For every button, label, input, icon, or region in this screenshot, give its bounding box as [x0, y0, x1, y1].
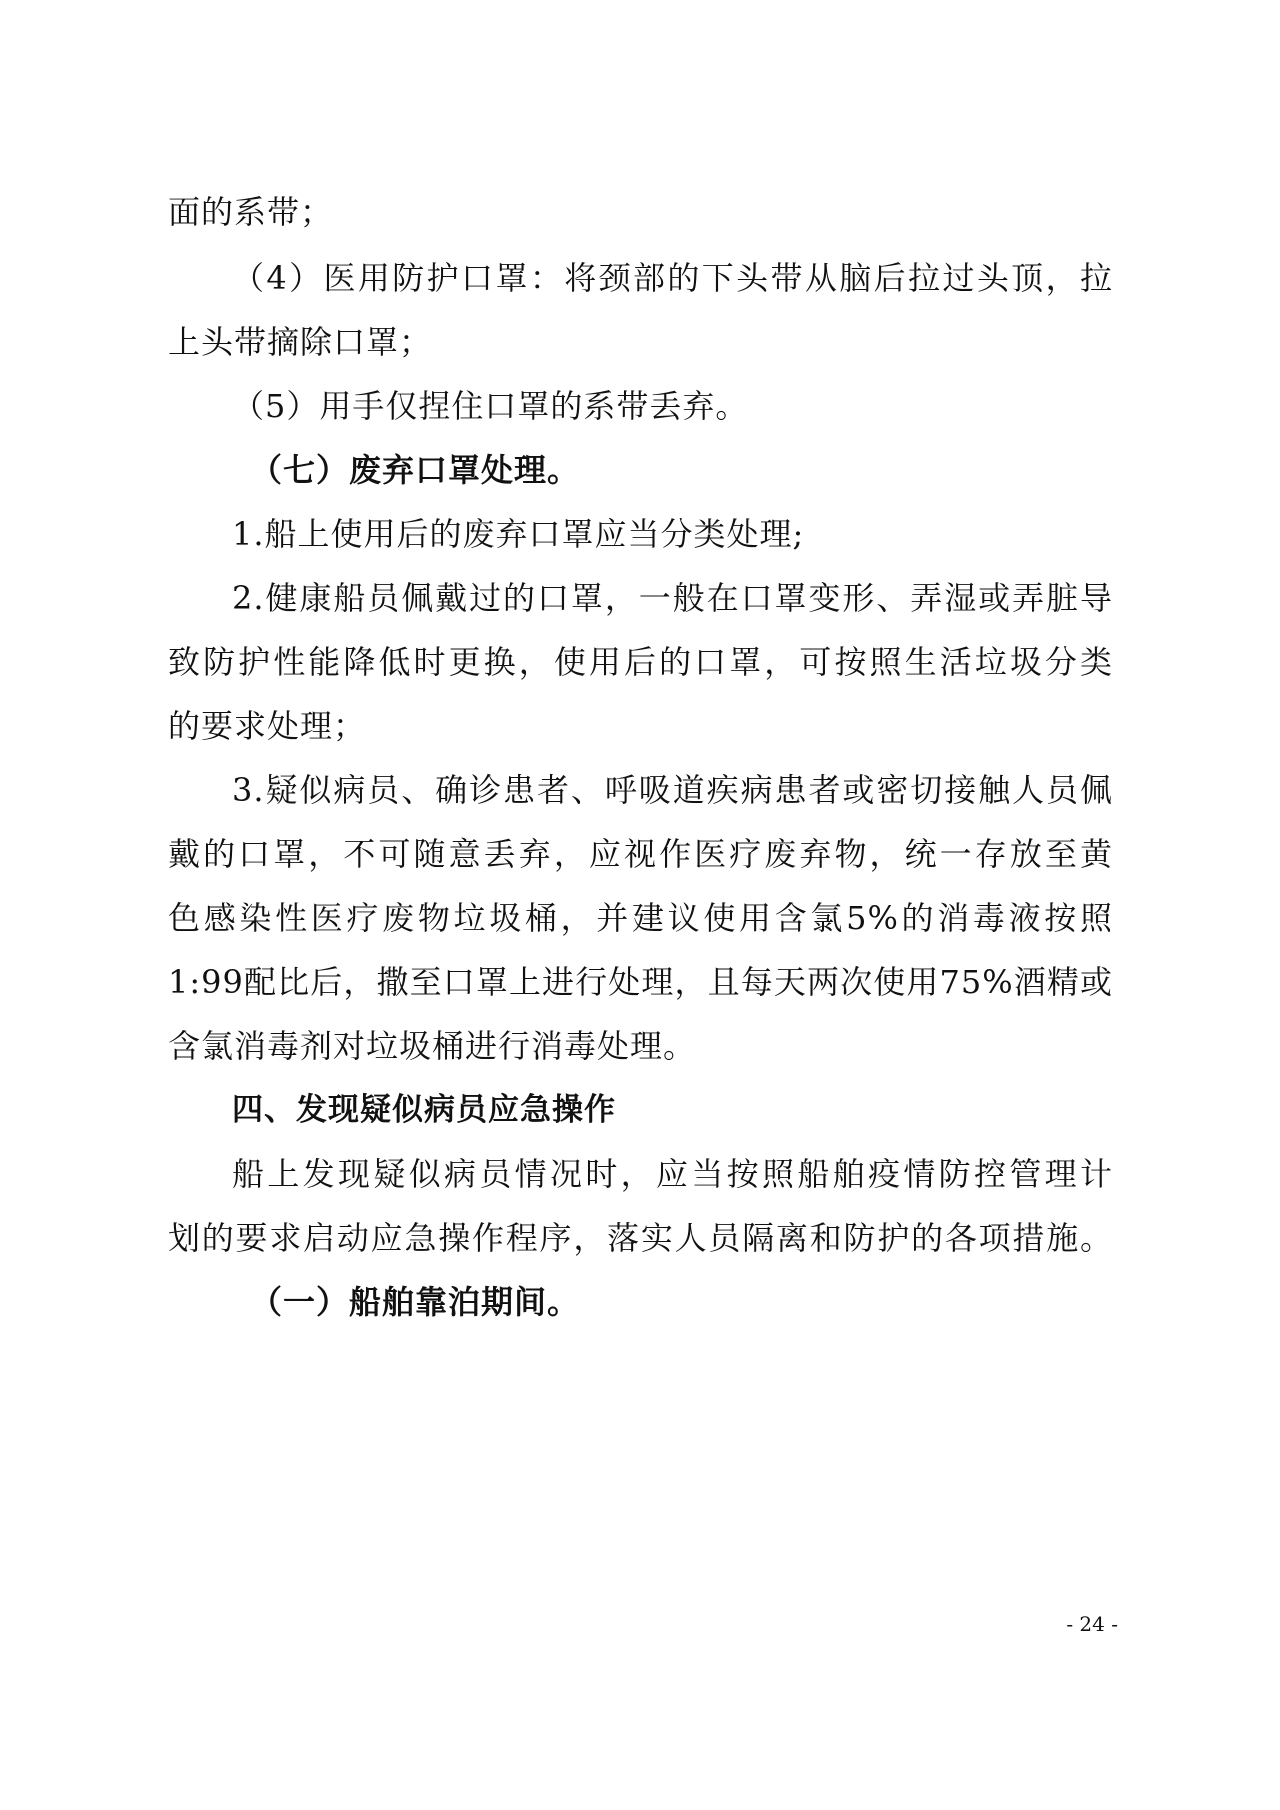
text-line-9: 的要求处理；	[168, 707, 367, 745]
page-number: - 24 -	[1066, 1612, 1118, 1636]
subheading-seven: （七）废弃口罩处理。	[250, 451, 581, 489]
text-line-4: （5）用手仅捏住口罩的系带丢弃。	[232, 387, 749, 425]
text-line-1: 面的系带；	[168, 193, 334, 231]
text-line-7: 2.健康船员佩戴过的口罩，一般在口罩变形、弄湿或弄脏导	[232, 579, 1113, 617]
text-line-8: 致防护性能降低时更换，使用后的口罩，可按照生活垃圾分类	[168, 643, 1113, 681]
text-line-6: 1.船上使用后的废弃口罩应当分类处理;	[232, 515, 805, 553]
text-line-10: 3.疑似病员、确诊患者、呼吸道疾病患者或密切接触人员佩	[232, 771, 1113, 809]
text-line-11: 戴的口罩，不可随意丢弃，应视作医疗废弃物，统一存放至黄	[168, 835, 1113, 873]
text-line-12: 色感染性医疗废物垃圾桶，并建议使用含氯5%的消毒液按照	[168, 899, 1113, 937]
subheading-one: （一）船舶靠泊期间。	[250, 1283, 581, 1321]
text-line-14: 含氯消毒剂对垃圾桶进行消毒处理。	[168, 1027, 697, 1065]
section-heading-four: 四、发现疑似病员应急操作	[232, 1092, 616, 1128]
text-line-16: 船上发现疑似病员情况时，应当按照船舶疫情防控管理计	[232, 1155, 1113, 1193]
text-line-13: 1:99配比后，撒至口罩上进行处理，且每天两次使用75%酒精或	[168, 963, 1113, 1001]
text-line-3: 上头带摘除口罩；	[168, 323, 433, 361]
text-line-17: 划的要求启动应急操作程序，落实人员隔离和防护的各项措施。	[168, 1219, 1113, 1257]
text-line-2: （4）医用防护口罩：将颈部的下头带从脑后拉过头顶，拉	[232, 259, 1113, 297]
